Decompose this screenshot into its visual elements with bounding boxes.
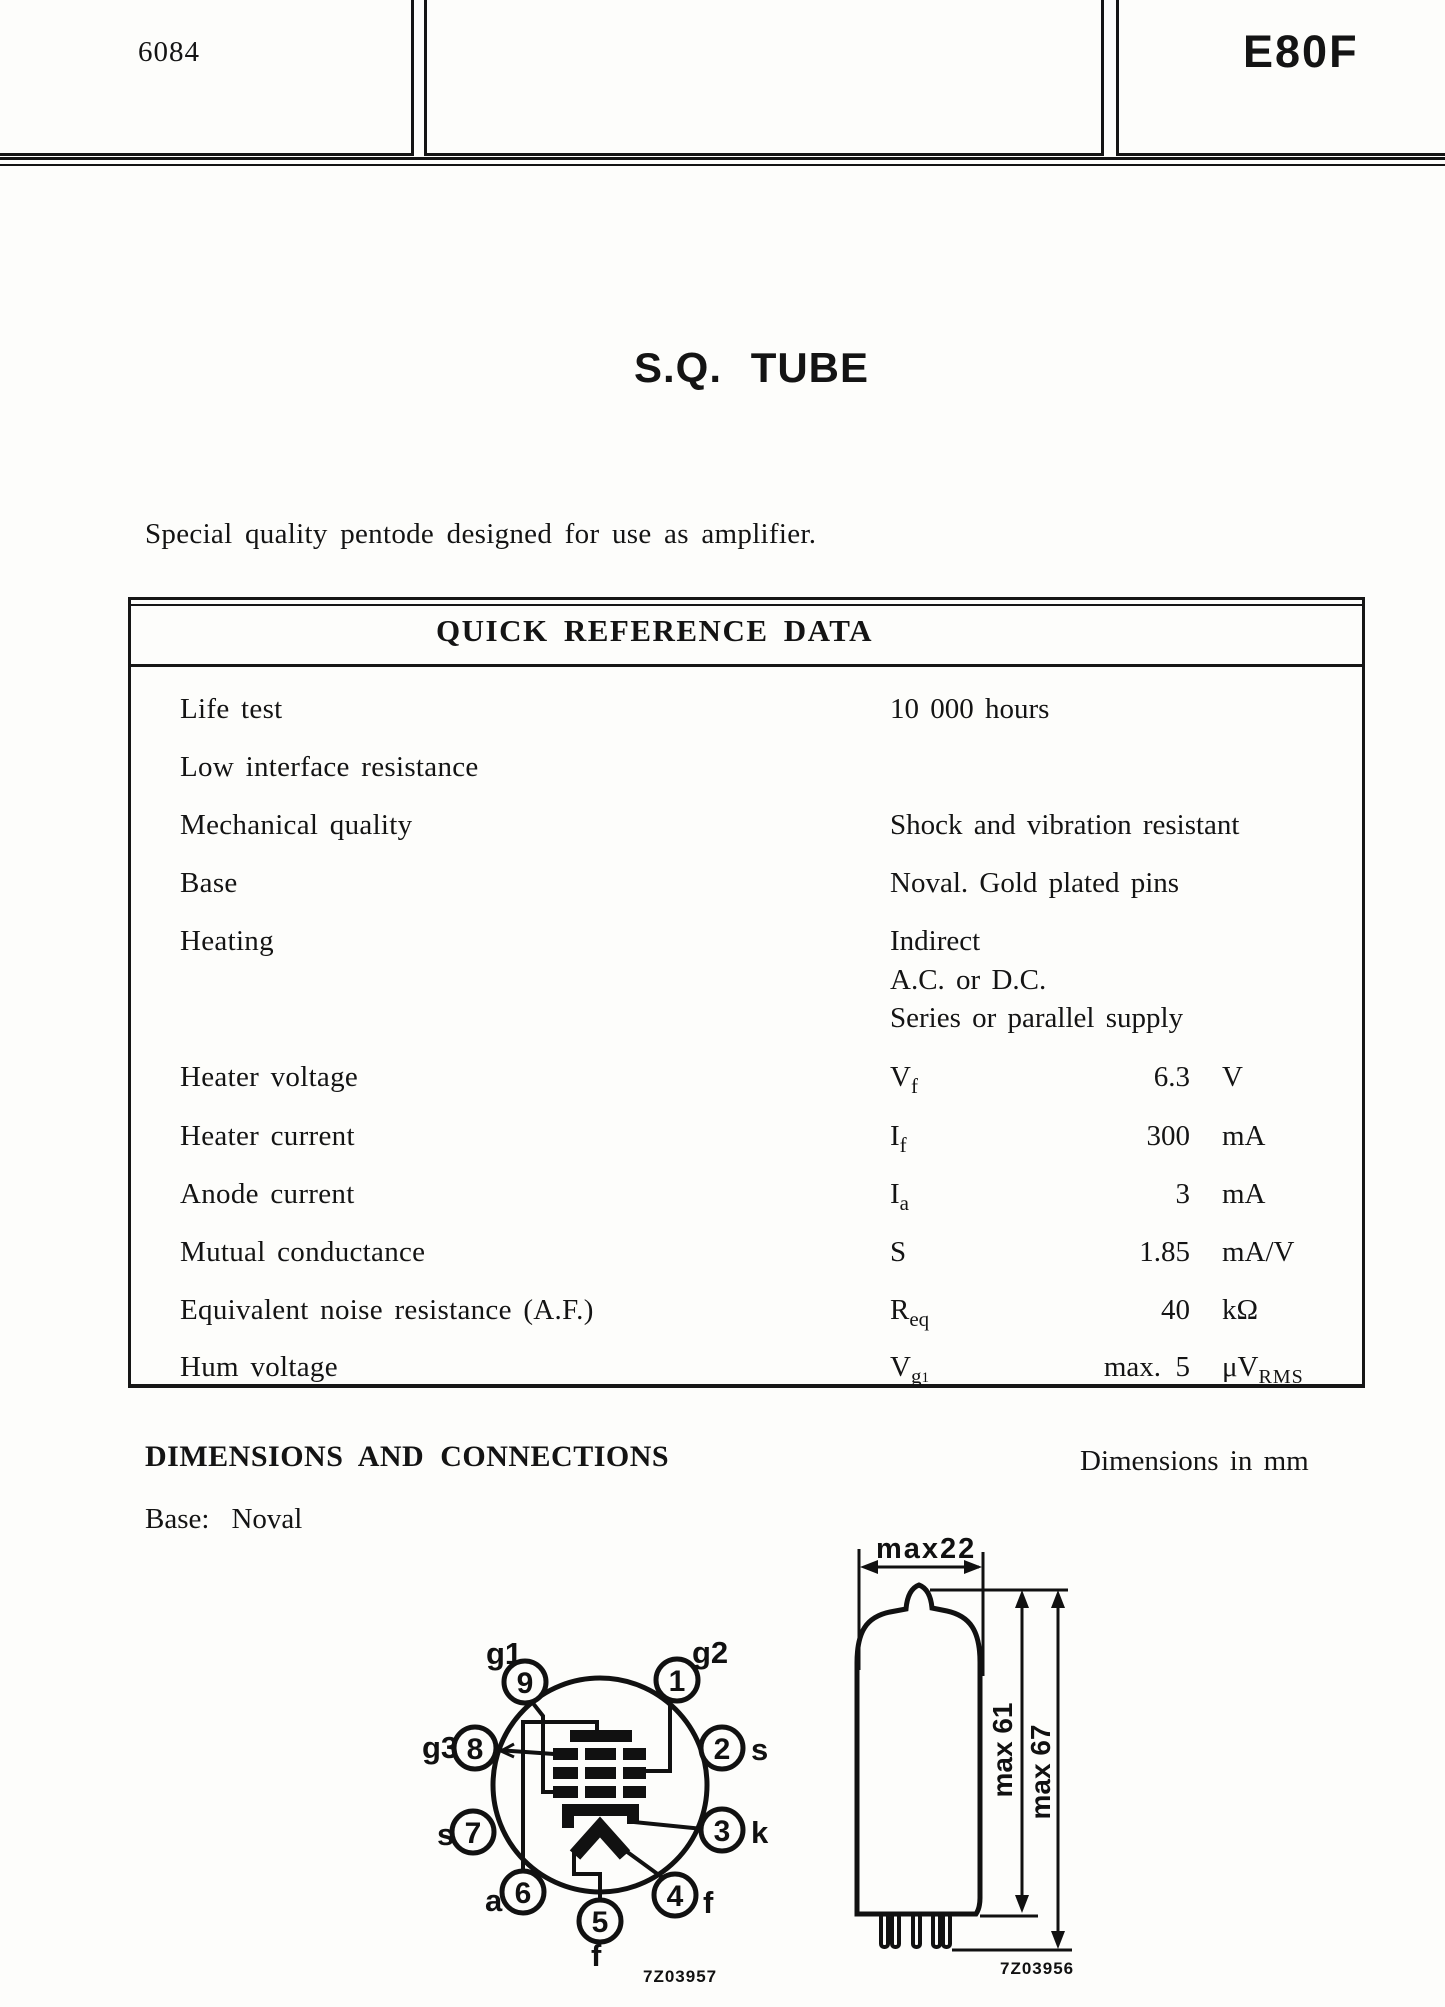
- sheet-number: 6084: [138, 36, 200, 68]
- tube-outline-drawing: [840, 1515, 1085, 1990]
- pin-number: 2: [713, 1733, 731, 1766]
- pin-label: a: [485, 1883, 503, 1918]
- row-label: Anode current: [180, 1178, 355, 1210]
- pin-label: f: [591, 1938, 602, 1973]
- row-label: Mutual conductance: [180, 1236, 426, 1268]
- bulb-height-dimension-label: max 61: [987, 1702, 1018, 1798]
- row-label: Heater voltage: [180, 1061, 359, 1093]
- pin-label: s: [437, 1817, 455, 1852]
- row-symbol: $V_{g1}$: [890, 1351, 929, 1388]
- row-unit: kΩ: [1222, 1294, 1259, 1326]
- row-unit: $\mu V_{RMS}$: [1222, 1351, 1304, 1388]
- tube-type-label: E80F: [1243, 26, 1359, 77]
- table-heading: QUICK REFERENCE DATA: [436, 613, 873, 648]
- row-number: 300: [1146, 1120, 1190, 1152]
- row-number: max. 5: [1103, 1351, 1190, 1383]
- row-unit: V: [1222, 1061, 1243, 1093]
- figure-code: 7Z03956: [1000, 1959, 1075, 1978]
- row-value-line: Series or parallel supply: [890, 1002, 1184, 1034]
- tube-bulb-outline: [857, 1585, 980, 1914]
- pin-label: g1: [486, 1636, 523, 1671]
- row-number: 6.3: [1153, 1061, 1190, 1093]
- row-label: Heating: [180, 925, 274, 957]
- row-value-line: Indirect: [890, 925, 981, 957]
- table-heading-divider: [128, 664, 1365, 667]
- page-title: S.Q. TUBE: [634, 344, 870, 391]
- pin-label: f: [703, 1885, 714, 1920]
- pin-number: 7: [464, 1817, 482, 1850]
- base-line: [145, 1503, 302, 1536]
- row-label: Heater current: [180, 1120, 355, 1152]
- row-label: Life test: [180, 693, 283, 725]
- table-top-inner-line: [131, 604, 1362, 606]
- row-value: 10 000 hours: [890, 693, 1050, 725]
- row-unit: mA: [1222, 1120, 1266, 1152]
- anode-bar: [570, 1730, 632, 1742]
- shield-circle: [493, 1678, 707, 1892]
- row-unit: mA/V: [1222, 1236, 1295, 1268]
- row-symbol: S: [890, 1236, 907, 1268]
- overall-height-dimension-label: max 67: [1025, 1724, 1056, 1820]
- intro-text: Special quality pentode designed for use as amplifier.: [145, 518, 817, 550]
- pin-number: 1: [668, 1665, 686, 1698]
- quick-reference-table: [128, 597, 1365, 1388]
- row-unit: mA: [1222, 1178, 1266, 1210]
- cathode-bar: [562, 1804, 639, 1816]
- header-cell-right: [1116, 0, 1445, 156]
- pin-number: 3: [713, 1815, 731, 1848]
- base-label: Base:: [145, 1503, 210, 1535]
- dimensions-heading: DIMENSIONS AND CONNECTIONS: [145, 1440, 670, 1473]
- pin-label: k: [751, 1815, 769, 1850]
- row-value: Noval. Gold plated pins: [890, 867, 1180, 899]
- header-cell-left: [0, 0, 414, 156]
- pin-label: g3: [422, 1730, 459, 1765]
- pin-number: 4: [666, 1880, 684, 1913]
- electrode-structure: [553, 1730, 646, 1828]
- pin-number: 6: [514, 1877, 532, 1910]
- tube-pins: [881, 1914, 950, 1947]
- row-symbol: $I_f$: [890, 1120, 907, 1157]
- row-symbol: $R_{eq}$: [890, 1294, 930, 1331]
- pin-number: 9: [516, 1667, 534, 1700]
- pin-label: s: [751, 1732, 769, 1767]
- base-value: Noval: [231, 1503, 303, 1535]
- row-label: Mechanical quality: [180, 809, 413, 841]
- row-number: 40: [1161, 1294, 1190, 1326]
- heater-chevron: [575, 1827, 625, 1855]
- row-number: 3: [1175, 1178, 1190, 1210]
- pin-connection-diagram: [370, 1630, 775, 2000]
- pin-number: 5: [591, 1906, 609, 1939]
- header-cell-middle: [424, 0, 1104, 156]
- row-label: Hum voltage: [180, 1351, 338, 1383]
- pin-label: g2: [692, 1635, 729, 1670]
- row-label: Base: [180, 867, 238, 899]
- row-symbol: $I_a$: [890, 1178, 909, 1215]
- diameter-dimension-label: max22: [876, 1533, 977, 1565]
- row-value-line: A.C. or D.C.: [890, 964, 1047, 996]
- row-value: Shock and vibration resistant: [890, 809, 1240, 841]
- row-number: 1.85: [1139, 1236, 1190, 1268]
- header-double-rule-bottom: [0, 164, 1445, 166]
- row-symbol: $V_f$: [890, 1061, 918, 1098]
- row-label: Equivalent noise resistance (A.F.): [180, 1294, 594, 1326]
- pin-number: 8: [466, 1733, 484, 1766]
- figure-code: 7Z03957: [643, 1967, 718, 1986]
- header-double-rule-top: [0, 157, 1445, 160]
- dimensions-units-note: Dimensions in mm: [1080, 1445, 1309, 1477]
- row-label: Low interface resistance: [180, 751, 479, 783]
